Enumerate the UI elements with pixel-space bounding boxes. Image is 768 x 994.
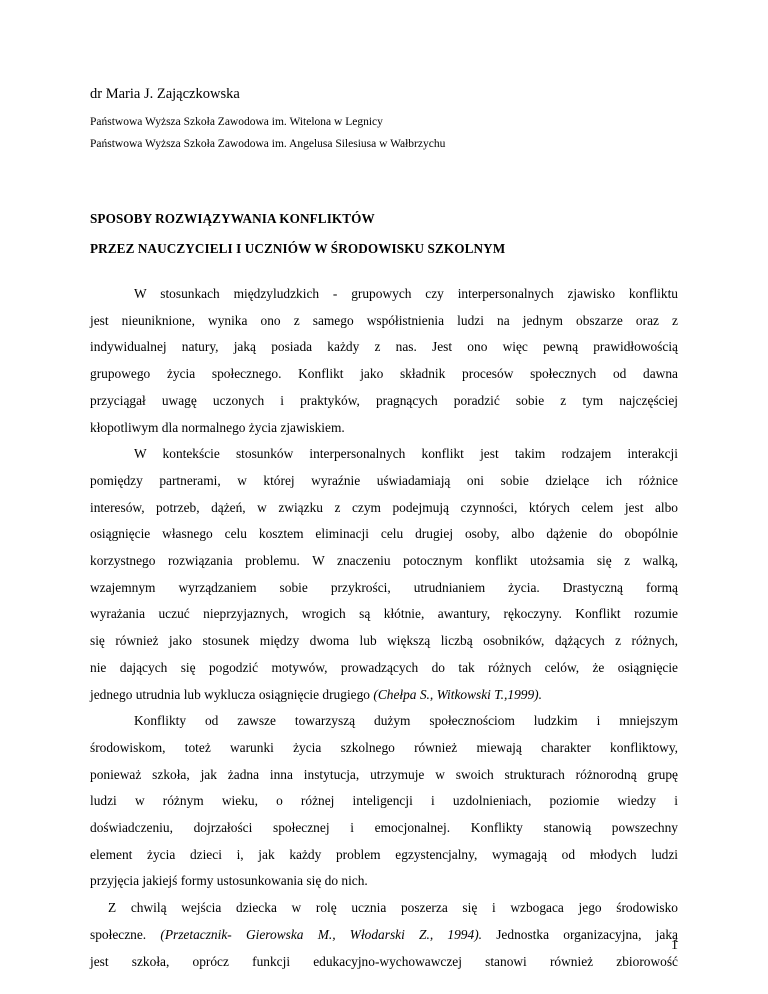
- text-line: jest nieuniknione, wynika ono z samego współistnienia ludzi na jednym obszarze oraz z: [90, 312, 678, 328]
- title-line-2: PRZEZ NAUCZYCIELI I UCZNIÓW W ŚRODOWISKU SZKOLNYM: [90, 241, 506, 256]
- text-line: wyrażania uczuć nieprzyjaznych, wrogich są kłótnie, awantury, rękoczyny. Konflikt rozumie: [90, 606, 678, 622]
- paper-title: [90, 204, 678, 264]
- text-line: interesów, potrzeb, dążeń, w związku z czym podejmują czynności, których celem jest albo: [90, 499, 678, 515]
- document-page: [90, 84, 678, 975]
- text-line: ponieważ szkoła, jak żadna inna instytucja, utrzymuje w swoich strukturach różnorodną grupę: [90, 766, 678, 782]
- text-run: społeczne.: [90, 926, 161, 942]
- text-run: jednego utrudnia lub wyklucza osiągnięcie drugiego: [90, 686, 374, 702]
- citation: (Przetacznik- Gierowska M., Włodarski Z., 1994).: [160, 926, 482, 942]
- text-line: grupowego życia społecznego. Konflikt jako składnik procesów społecznych od dawna: [90, 366, 678, 382]
- text-line: środowiskom, toteż warunki życia szkolnego również miewają charakter konfliktowy,: [90, 739, 678, 755]
- text-line: osiągnięcie własnego celu kosztem eliminacji celu drugiej osoby, albo dążenie do obopólnie: [90, 526, 678, 542]
- text-line: [90, 922, 678, 949]
- text-line: przyciągał uwagę uczonych i praktyków, pragnących poradzić sobie z tym najczęściej: [90, 392, 678, 408]
- text-line: element życia dzieci i, jak każdy problem egzystencjalny, wymagają od młodych ludzi: [90, 846, 678, 862]
- text-line: Konflikty od zawsze towarzyszą dużym społecznościom ludzkim i mniejszym: [134, 713, 678, 729]
- text-line: przyjęcia jakiejś formy ustosunkowania się do nich.: [90, 873, 368, 889]
- paragraph-3: [90, 708, 678, 895]
- text-line: doświadczeniu, dojrzałości społecznej i emocjonalnej. Konflikty stanowią powszechny: [90, 820, 678, 836]
- text-line: wzajemnym wyrządzaniem sobie przykrości, utrudnianiem życia. Drastyczną formą: [90, 579, 678, 595]
- author-name: dr Maria J. Zajączkowska: [90, 86, 240, 102]
- text-line: pomiędzy partnerami, w której wyraźnie uświadamiają oni sobie dzielące ich różnice: [90, 472, 678, 488]
- title-line-1: SPOSOBY ROZWIĄZYWANIA KONFLIKTÓW: [90, 211, 375, 226]
- paragraph-1: [90, 281, 678, 441]
- text-line: nie dających się pogodzić motywów, prowadzących do tak różnych celów, że osiągnięcie: [90, 659, 678, 675]
- text-line: ludzi w różnym wieku, o różnej inteligencji i uzdolnieniach, poziomie wiedzy i: [90, 793, 678, 809]
- page-number: 1: [671, 938, 678, 953]
- paragraph-2: [90, 441, 678, 708]
- text-line: korzystnego rozwiązania problemu. W znaczeniu potocznym konflikt utożsamia się z walką,: [90, 553, 678, 569]
- text-line: kłopotliwym dla normalnego życia zjawiskiem.: [90, 419, 345, 435]
- body-text: [90, 281, 678, 975]
- text-line: się również jako stosunek między dwoma lub większą liczbą osobników, dążących z różnych,: [90, 633, 678, 649]
- text-run: Jednostka organizacyjna, jaką: [482, 926, 678, 942]
- citation: (Chełpa S., Witkowski T.,1999).: [373, 686, 542, 702]
- affiliation-1: Państwowa Wyższa Szkoła Zawodowa im. Witelona w Legnicy: [90, 116, 383, 128]
- text-line: indywidualnej natury, jaką posiada każdy z nas. Jest ono więc pewną prawidłowością: [90, 339, 678, 355]
- text-line: [90, 682, 678, 709]
- paragraph-4: [90, 895, 678, 975]
- text-line: W kontekście stosunków interpersonalnych konflikt jest takim rodzajem interakcji: [134, 446, 678, 462]
- text-line: Z chwilą wejścia dziecka w rolę ucznia poszerza się i wzbogaca jego środowisko: [108, 900, 678, 916]
- text-line: W stosunkach międzyludzkich - grupowych czy interpersonalnych zjawisko konfliktu: [134, 286, 678, 301]
- text-line: jest szkoła, oprócz funkcji edukacyjno-wychowawczej stanowi również zbiorowość: [90, 953, 678, 969]
- affiliation-2: Państwowa Wyższa Szkoła Zawodowa im. Angelusa Silesiusa w Wałbrzychu: [90, 138, 446, 150]
